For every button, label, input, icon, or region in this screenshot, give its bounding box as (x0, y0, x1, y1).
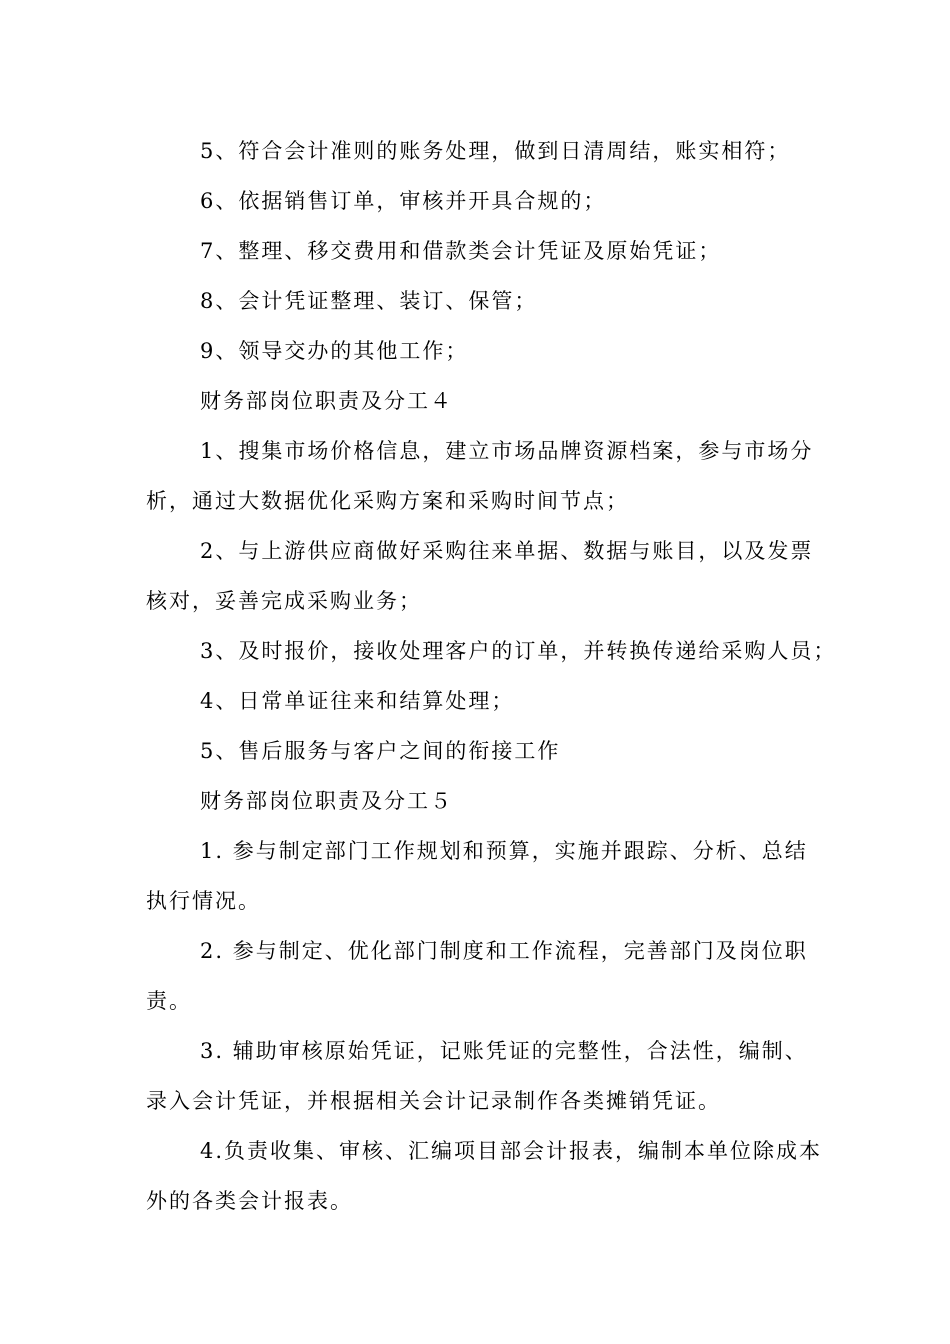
list-item: 2. 参与制定、优化部门制度和工作流程，完善部门及岗位职 (200, 939, 808, 963)
list-item-continuation: 录入会计凭证，并根据相关会计记录制作各类摊销凭证。 (146, 1089, 721, 1113)
list-item: 3、及时报价，接收处理客户的订单，并转换传递给采购人员； (200, 639, 837, 663)
list-item: 9、领导交办的其他工作； (200, 339, 469, 363)
list-item: 4.负责收集、审核、汇编项目部会计报表，编制本单位除成本 (200, 1139, 823, 1163)
list-item-continuation: 执行情况。 (146, 889, 261, 913)
list-item: 8、会计凭证整理、装订、保管； (200, 289, 538, 313)
list-item: 3. 辅助审核原始凭证，记账凭证的完整性，合法性，编制、 (200, 1039, 808, 1063)
list-item-continuation: 外的各类会计报表。 (146, 1189, 353, 1213)
section-heading: 财务部岗位职责及分工５ (200, 789, 453, 813)
list-item-continuation: 核对，妥善完成采购业务； (146, 589, 422, 613)
list-item: 6、依据销售订单，审核并开具合规的； (200, 189, 607, 213)
list-item: 2、与上游供应商做好采购往来单据、数据与账目，以及发票 (200, 539, 814, 563)
list-item: 5、符合会计准则的账务处理，做到日清周结，账实相符； (200, 139, 791, 163)
list-item: 5、售后服务与客户之间的衔接工作 (200, 739, 561, 763)
list-item-continuation: 责。 (146, 989, 192, 1013)
list-item: 4、日常单证往来和结算处理； (200, 689, 515, 713)
list-item: 1、搜集市场价格信息，建立市场品牌资源档案，参与市场分 (200, 439, 814, 463)
list-item: 1. 参与制定部门工作规划和预算，实施并跟踪、分析、总结 (200, 839, 808, 863)
list-item: 7、整理、移交费用和借款类会计凭证及原始凭证； (200, 239, 722, 263)
section-heading: 财务部岗位职责及分工４ (200, 389, 453, 413)
list-item-continuation: 析，通过大数据优化采购方案和采购时间节点； (146, 489, 629, 513)
